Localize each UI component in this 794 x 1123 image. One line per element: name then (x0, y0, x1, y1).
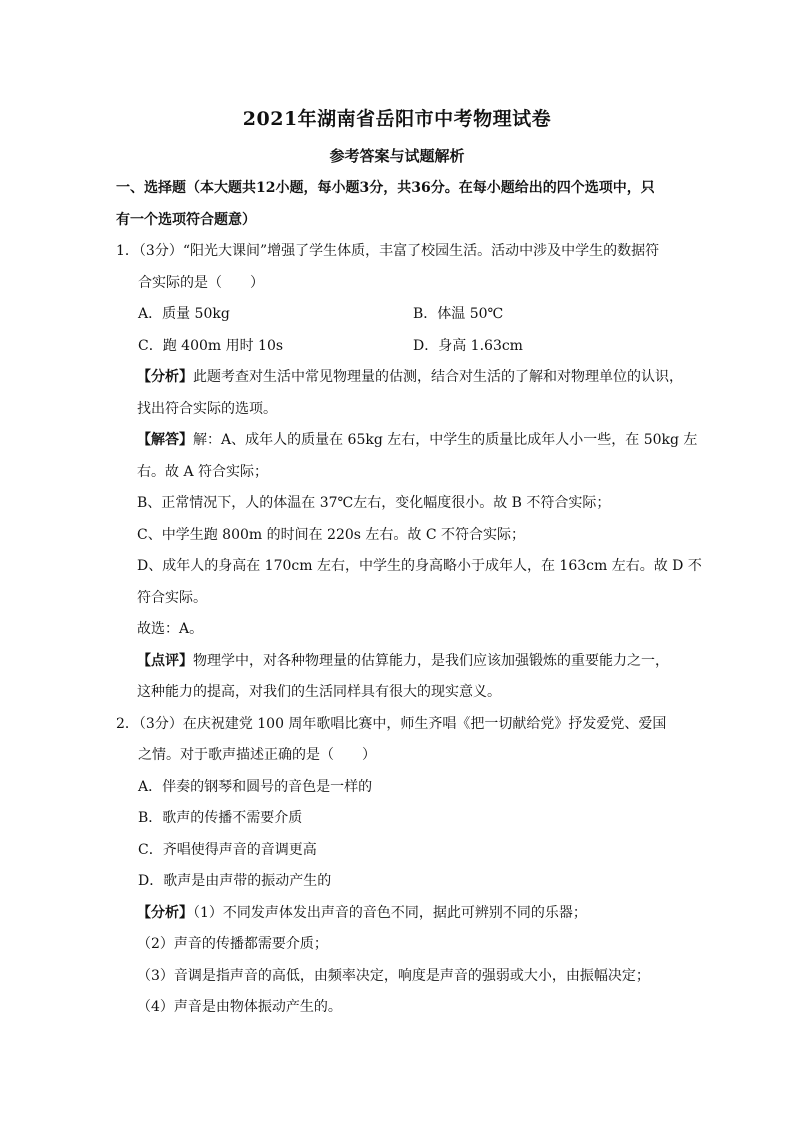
q1-comment-line-1 (116, 646, 682, 678)
q2-stem-line-2: 之情。对于歌声描述正确的是（ ） (138, 747, 376, 763)
q1-option-b: B．体温 50℃ (413, 306, 504, 322)
q1-comment-tag: 【点评】 (137, 652, 193, 669)
section-heading-line-1: 一、选择题（本大题共12小题，每小题3分，共36分。在每小题给出的四个选项中，只 (116, 180, 655, 196)
q1-comment-text-1: 物理学中，对各种物理量的估算能力，是我们应该加强锻炼的重要能力之一， (193, 652, 669, 669)
q1-option-c: C．跑 400m 用时 10s (138, 337, 284, 354)
q1-options-row-1 (116, 299, 682, 331)
q2-analysis-line-3: （3）音调是指声音的高低，由频率决定，响度是声音的强弱或大小，由振幅决定； (137, 967, 650, 984)
question-1 (116, 236, 702, 709)
document-title: 2021年湖南省岳阳市中考物理试卷 (242, 108, 552, 130)
q2-analysis-line-1 (116, 898, 682, 930)
q1-choice: 故选：A。 (137, 621, 204, 637)
q2-analysis-line-2: （2）声音的传播都需要介质； (137, 936, 328, 952)
q2-option-b: B．歌声的传播不需要介质 (138, 810, 303, 826)
q1-answer-line-4: C、中学生跑 800m 的时间在 220s 左右。故 C 不符合实际； (137, 526, 526, 543)
q1-answer-line-3: B、正常情况下，人的体温在 37℃左右，变化幅度很小。故 B 不符合实际； (137, 495, 611, 511)
q1-analysis-line-2: 找出符合实际的选项。 (137, 400, 277, 417)
q1-stem-line-1: 1．（3分）“阳光大课间”增强了学生体质，丰富了校园生活。活动中涉及中学生的数据符 (116, 243, 660, 259)
q1-answer-text-1: 解：A、成年人的质量在 65kg 左右，中学生的质量比成年人小一些，在 50kg 左 (193, 432, 698, 448)
q1-comment-line-2: 这种能力的提高，对我们的生活同样具有很大的现实意义。 (137, 684, 501, 700)
q2-option-d: D．歌声是由声带的振动产生的 (138, 873, 332, 889)
question-2 (116, 709, 682, 1024)
q1-answer-line-1 (116, 425, 698, 457)
q1-analysis-line-1 (116, 362, 682, 394)
document-body (116, 173, 702, 1024)
q2-analysis-line-4: （4）声音是由物体振动产生的。 (137, 999, 342, 1015)
q2-analysis-text-1: （1）不同发声体发出声音的音色不同，据此可辨别不同的乐器； (193, 904, 587, 921)
q1-option-d: D．身高 1.63cm (413, 337, 523, 354)
q1-answer-line-6: 符合实际。 (137, 589, 207, 606)
section-heading-line-2: 有一个选项符合题意） (116, 211, 256, 228)
q2-analysis-tag: 【分析】 (137, 904, 193, 921)
q1-option-a: A．质量 50kg (138, 306, 230, 322)
q1-analysis-tag: 【分析】 (137, 369, 193, 385)
q1-options-row-2 (116, 331, 682, 363)
q2-option-c: C．齐唱使得声音的音调更高 (138, 841, 317, 858)
q1-answer-line-5: D、成年人的身高在 170cm 左右，中学生的身高略小于成年人，在 163cm 左右。故 D 不 (137, 558, 702, 574)
q2-stem-line-1: 2．（3分）在庆祝建党 100 周年歌唱比赛中，师生齐唱《把一切献给党》抒发爱党、爱国 (116, 715, 667, 732)
document-subtitle: 参考答案与试题解析 (329, 147, 465, 165)
q1-stem-line-2: 合实际的是（ ） (138, 274, 264, 291)
q1-analysis-text-1: 此题考查对生活中常见物理量的估测，结合对生活的了解和对物理单位的认识， (193, 369, 683, 385)
q1-answer-line-2: 右。故 A 符合实际； (137, 463, 269, 480)
q2-option-a: A．伴奏的钢琴和圆号的音色是一样的 (138, 778, 373, 795)
q1-answer-tag: 【解答】 (137, 432, 193, 448)
